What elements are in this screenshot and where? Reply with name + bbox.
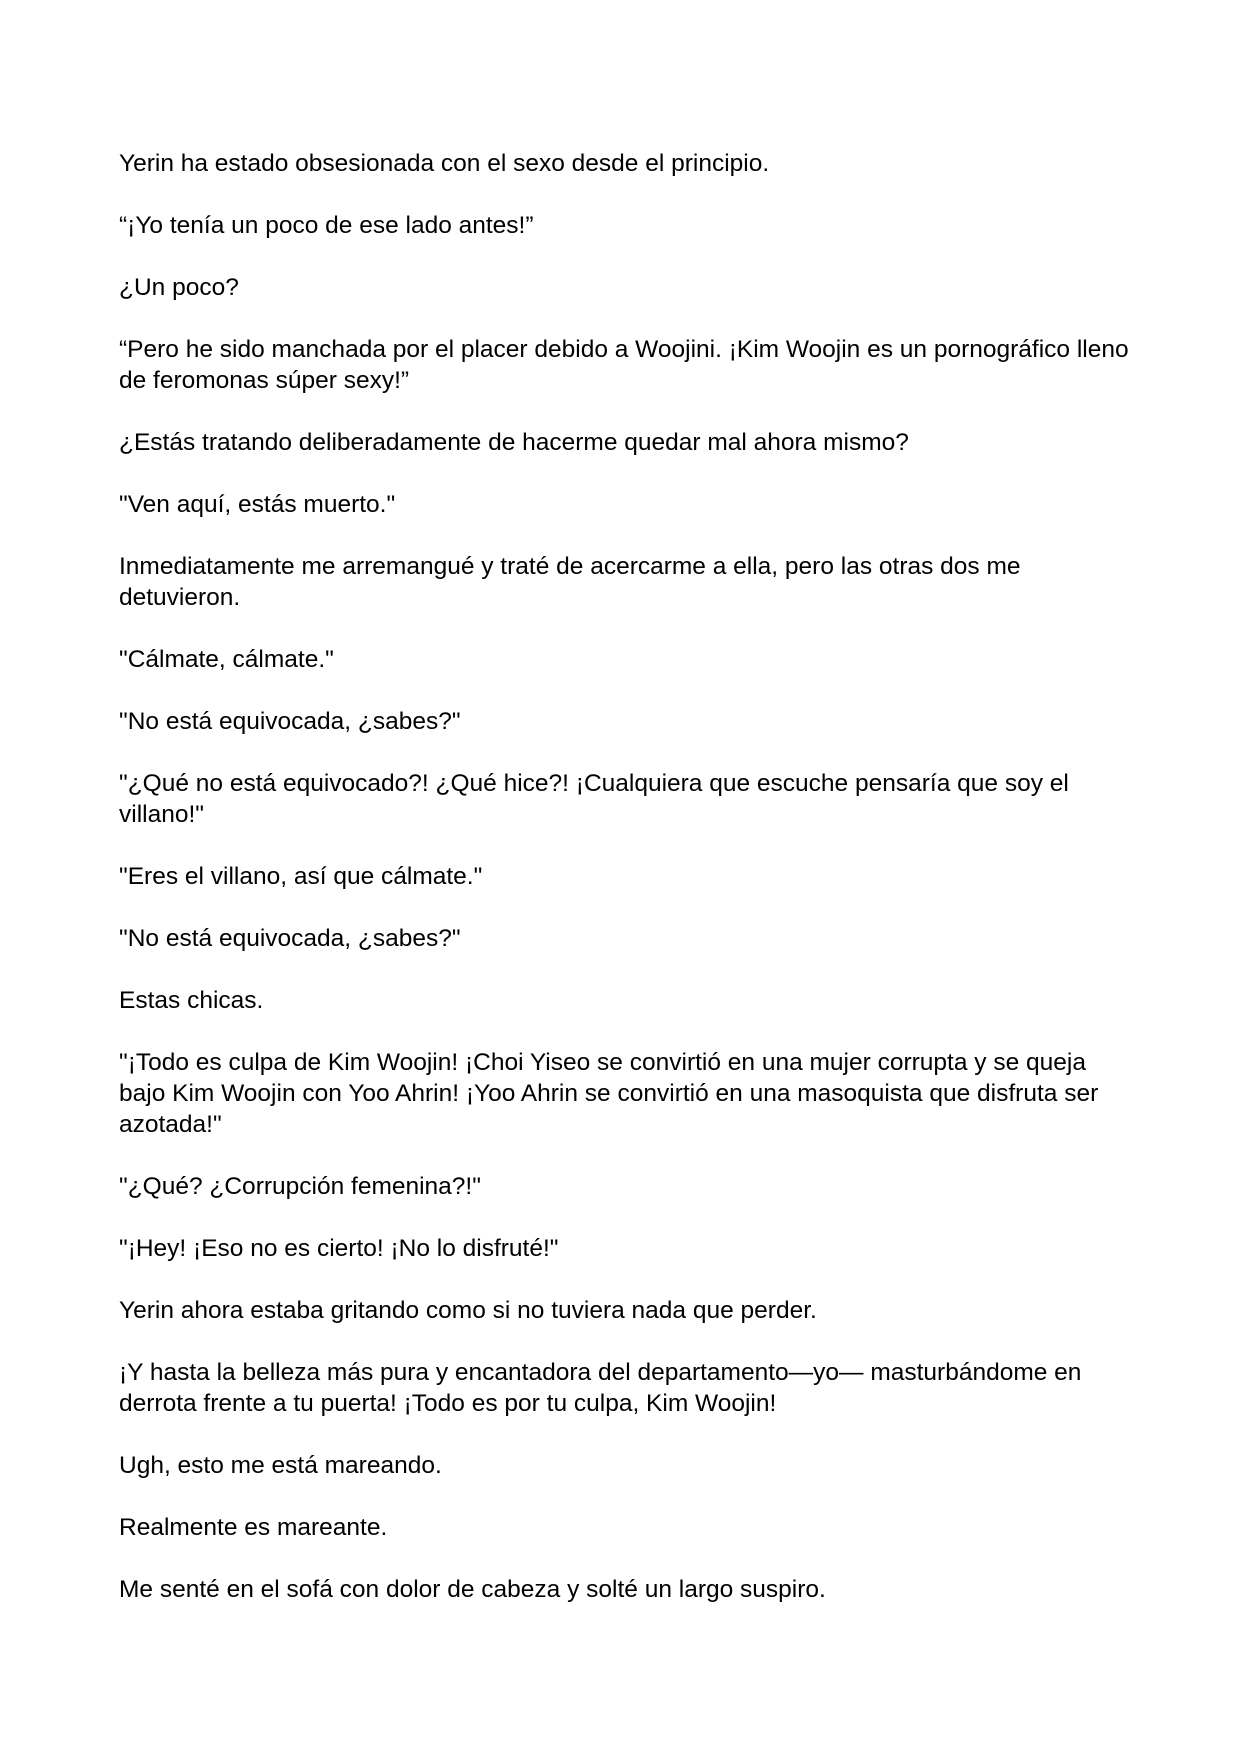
paragraph: "Eres el villano, así que cálmate." (119, 863, 483, 890)
paragraph: ¿Un poco? (119, 274, 239, 301)
paragraph: "No está equivocada, ¿sabes?" (119, 708, 461, 735)
paragraph: Me senté en el sofá con dolor de cabeza y solté un largo suspiro. (119, 1576, 826, 1603)
paragraph: "¡Todo es culpa de Kim Woojin! ¡Choi Yiseo se convirtió en una mujer corrupta y se queja bajo Kim Woojin con Yoo Ahrin! ¡Yoo Ahrin se convirtió en una masoquista que disfruta ser azotada!" (119, 1049, 1099, 1138)
paragraph: "Ven aquí, estás muerto." (119, 491, 396, 518)
paragraph: "¡Hey! ¡Eso no es cierto! ¡No lo disfruté!" (119, 1235, 559, 1262)
paragraph: “¡Yo tenía un poco de ese lado antes!” (119, 212, 534, 239)
paragraph: ¿Estás tratando deliberadamente de hacerme quedar mal ahora mismo? (119, 429, 909, 456)
paragraph: Realmente es mareante. (119, 1514, 388, 1541)
paragraph: Yerin ha estado obsesionada con el sexo desde el principio. (119, 150, 770, 177)
paragraph: Inmediatamente me arremangué y traté de acercarme a ella, pero las otras dos me detuvieron. (119, 553, 1021, 611)
paragraph: "No está equivocada, ¿sabes?" (119, 925, 461, 952)
paragraph: Ugh, esto me está mareando. (119, 1452, 442, 1479)
paragraph: Estas chicas. (119, 987, 264, 1014)
paragraph: "¿Qué no está equivocado?! ¿Qué hice?! ¡Cualquiera que escuche pensaría que soy el villano!" (119, 770, 1069, 828)
paragraph: "Cálmate, cálmate." (119, 646, 334, 673)
paragraph: Yerin ahora estaba gritando como si no tuviera nada que perder. (119, 1297, 817, 1324)
paragraph: "¿Qué? ¿Corrupción femenina?!" (119, 1173, 481, 1200)
body-text (119, 148, 1129, 1636)
paragraph: ¡Y hasta la belleza más pura y encantadora del departamento—yo— masturbándome en derrota frente a tu puerta! ¡Todo es por tu culpa, Kim Woojin! (119, 1359, 1082, 1417)
paragraph: “Pero he sido manchada por el placer debido a Woojini. ¡Kim Woojin es un pornográfico lleno de feromonas súper sexy!” (119, 336, 1129, 394)
